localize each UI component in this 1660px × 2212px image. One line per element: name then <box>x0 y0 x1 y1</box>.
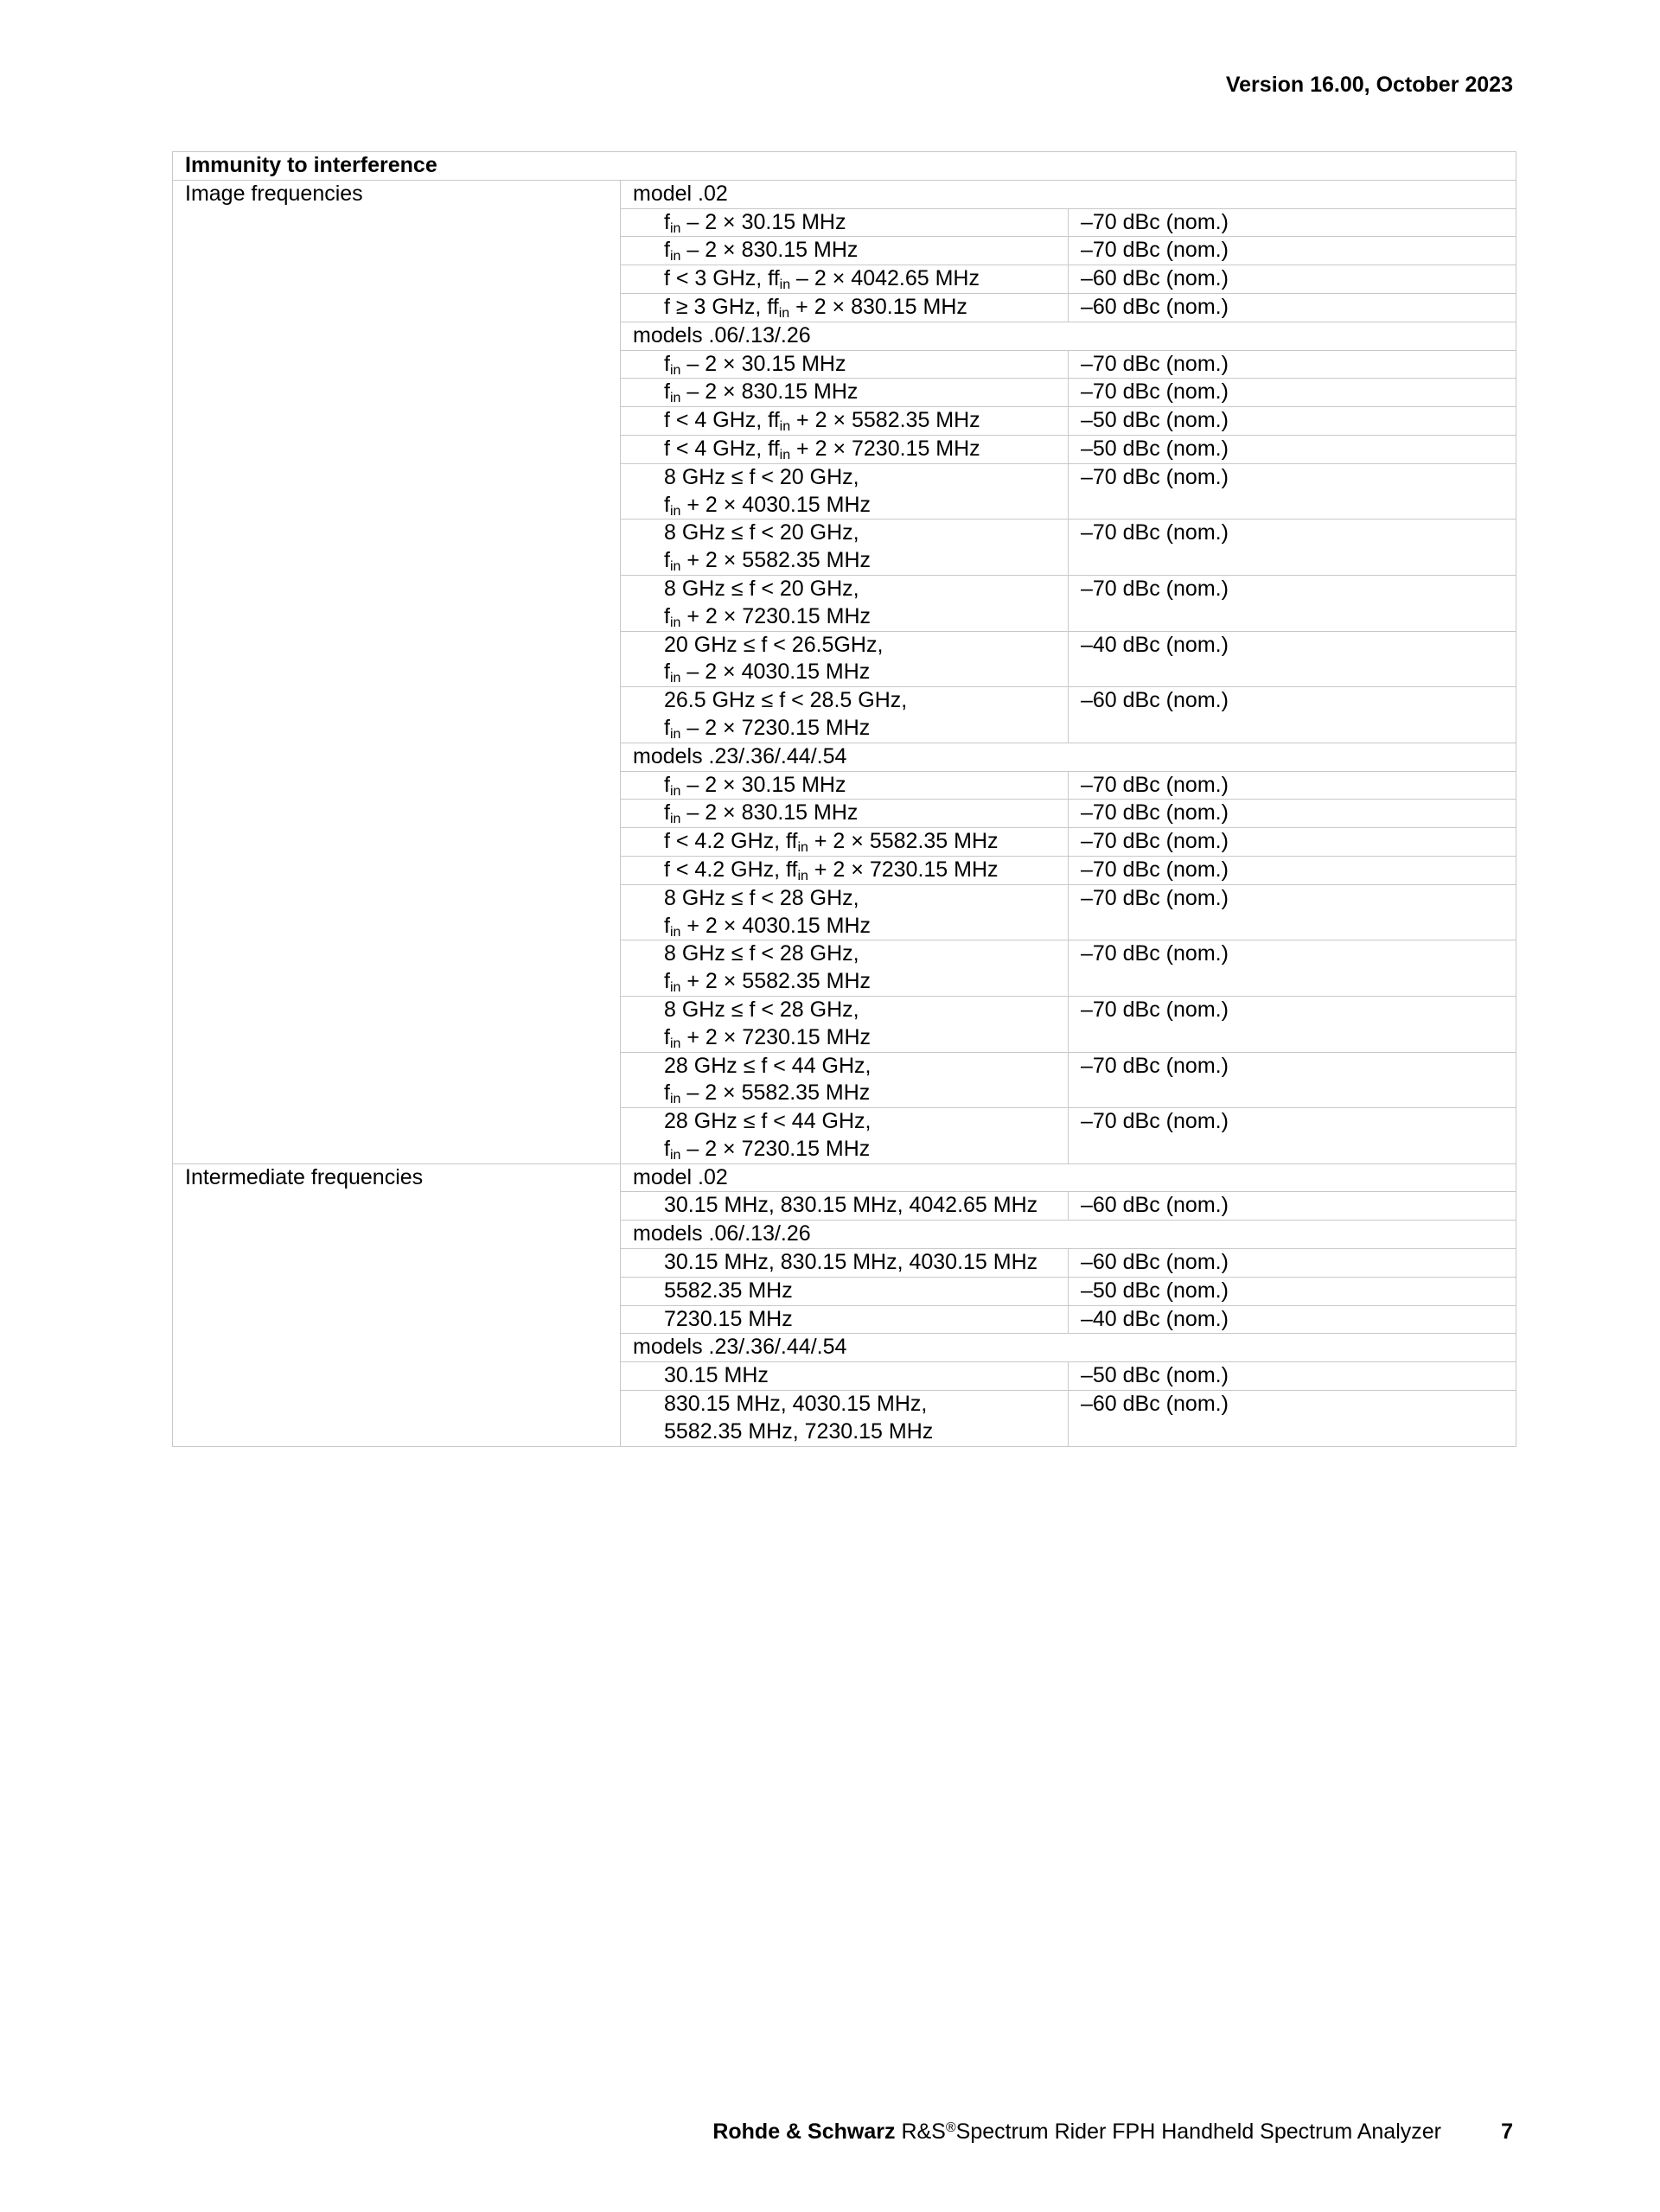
condition-cell <box>621 379 1069 407</box>
f-in-symbol: $f_{in}$ <box>664 800 681 827</box>
condition-line-1: 8 GHz ≤ f < 20 GHz, <box>664 520 859 545</box>
condition-cell <box>621 856 1069 884</box>
condition-text: f < 4.2 GHz, f <box>664 857 792 882</box>
f-in-symbol: $f_{in}$ <box>664 548 681 575</box>
condition-line-1: 20 GHz ≤ f < 26.5GHz, <box>664 632 884 657</box>
value-cell: –70 dBc (nom.) <box>1069 520 1516 576</box>
value-cell: –70 dBc (nom.) <box>1069 800 1516 828</box>
f-in-symbol: $f_{in}$ <box>664 913 681 940</box>
condition-cell <box>621 1277 1069 1305</box>
condition-text: 7230.15 MHz <box>664 1306 793 1331</box>
condition-cell <box>621 940 1069 997</box>
condition-cell <box>621 208 1069 237</box>
condition-text: + 2 × 5582.35 MHz <box>686 969 871 994</box>
intermediate-frequencies-label: Intermediate frequencies <box>173 1163 621 1446</box>
condition-cell <box>621 1192 1069 1221</box>
f-in-symbol: $f_{in}$ <box>791 829 808 856</box>
condition-cell <box>621 407 1069 436</box>
value-cell: –70 dBc (nom.) <box>1069 575 1516 631</box>
condition-line-1: 28 GHz ≤ f < 44 GHz, <box>664 1053 872 1078</box>
condition-text: 5582.35 MHz, 7230.15 MHz <box>664 1418 934 1444</box>
condition-cell <box>621 996 1069 1052</box>
value-cell: –50 dBc (nom.) <box>1069 1277 1516 1305</box>
condition-line-2 <box>664 968 1068 996</box>
condition-cell <box>621 350 1069 379</box>
condition-text: + 2 × 7230.15 MHz <box>686 603 871 628</box>
model-name: models .06/.13/.26 <box>621 322 1516 350</box>
value-cell: –60 dBc (nom.) <box>1069 1192 1516 1221</box>
value-cell: –50 dBc (nom.) <box>1069 407 1516 436</box>
condition-text: f < 3 GHz, f <box>664 266 774 291</box>
condition-cell <box>621 884 1069 940</box>
condition-cell <box>621 631 1069 687</box>
condition-cell <box>621 1391 1069 1447</box>
condition-line-2 <box>664 715 1068 743</box>
section-title: Immunity to interference <box>173 152 1516 181</box>
f-in-symbol: $f_{in}$ <box>664 772 681 799</box>
condition-cell <box>621 293 1069 322</box>
f-in-symbol: $f_{in}$ <box>773 408 791 435</box>
condition-cell <box>621 687 1069 743</box>
condition-cell <box>621 265 1069 294</box>
condition-line-1: 8 GHz ≤ f < 28 GHz, <box>664 885 859 910</box>
model-name: model .02 <box>621 1163 1516 1192</box>
f-in-symbol: $f_{in}$ <box>664 238 681 265</box>
value-cell: –70 dBc (nom.) <box>1069 996 1516 1052</box>
f-in-symbol: $f_{in}$ <box>773 436 791 462</box>
condition-line-2 <box>664 492 1068 520</box>
condition-text: f < 4.2 GHz, f <box>664 829 792 854</box>
rs-mark: R&S <box>901 2120 946 2144</box>
condition-text: – 2 × 30.15 MHz <box>686 772 846 797</box>
condition-text: – 2 × 830.15 MHz <box>686 238 859 263</box>
f-in-symbol: $f_{in}$ <box>772 294 790 321</box>
value-cell: –60 dBc (nom.) <box>1069 293 1516 322</box>
immunity-table <box>172 151 1516 1447</box>
model-row <box>173 1163 1516 1192</box>
condition-line-2 <box>664 1136 1068 1163</box>
condition-cell <box>621 237 1069 265</box>
value-cell: –70 dBc (nom.) <box>1069 1052 1516 1108</box>
f-in-symbol: $f_{in}$ <box>664 715 681 742</box>
value-cell: –70 dBc (nom.) <box>1069 463 1516 520</box>
condition-text: – 2 × 830.15 MHz <box>686 800 859 826</box>
model-name: models .23/.36/.44/.54 <box>621 1334 1516 1362</box>
condition-line-2 <box>664 913 1068 940</box>
condition-line-2 <box>664 603 1068 631</box>
condition-text: 30.15 MHz <box>664 1363 769 1388</box>
model-name: models .06/.13/.26 <box>621 1221 1516 1249</box>
condition-text: – 2 × 7230.15 MHz <box>686 1136 871 1161</box>
condition-text: – 2 × 830.15 MHz <box>686 379 859 405</box>
registered-mark: ® <box>945 2120 956 2135</box>
company-name: Rohde & Schwarz <box>712 2120 896 2144</box>
value-cell: –60 dBc (nom.) <box>1069 1391 1516 1447</box>
condition-cell <box>621 1052 1069 1108</box>
condition-text: + 2 × 4030.15 MHz <box>686 492 871 517</box>
value-cell: –40 dBc (nom.) <box>1069 631 1516 687</box>
value-cell: –40 dBc (nom.) <box>1069 1305 1516 1334</box>
f-in-symbol: $f_{in}$ <box>664 351 681 378</box>
value-cell: –70 dBc (nom.) <box>1069 350 1516 379</box>
condition-text: – 2 × 30.15 MHz <box>686 209 846 234</box>
condition-text: + 2 × 7230.15 MHz <box>796 436 980 461</box>
condition-line-2 <box>664 1418 1068 1446</box>
page-number: 7 <box>1501 2120 1513 2144</box>
f-in-symbol: $f_{in}$ <box>664 1024 681 1051</box>
condition-text: + 2 × 7230.15 MHz <box>686 1024 871 1049</box>
condition-text: + 2 × 4030.15 MHz <box>686 913 871 938</box>
f-in-symbol: $f_{in}$ <box>664 1136 681 1163</box>
condition-text: + 2 × 830.15 MHz <box>795 294 967 319</box>
condition-text: + 2 × 5582.35 MHz <box>796 408 980 433</box>
condition-line-1: 830.15 MHz, 4030.15 MHz, <box>664 1392 928 1417</box>
condition-cell <box>621 1362 1069 1391</box>
condition-line-1: 8 GHz ≤ f < 28 GHz, <box>664 941 859 966</box>
value-cell: –70 dBc (nom.) <box>1069 237 1516 265</box>
condition-cell <box>621 771 1069 800</box>
product-name: Spectrum Rider FPH Handheld Spectrum Analyzer <box>955 2120 1441 2144</box>
condition-text: 5582.35 MHz <box>664 1278 793 1303</box>
condition-text: f ≥ 3 GHz, f <box>664 294 773 319</box>
condition-cell <box>621 463 1069 520</box>
condition-text: 30.15 MHz, 830.15 MHz, 4030.15 MHz <box>664 1250 1038 1275</box>
value-cell: –50 dBc (nom.) <box>1069 435 1516 463</box>
condition-line-1: 26.5 GHz ≤ f < 28.5 GHz, <box>664 688 908 713</box>
value-cell: –70 dBc (nom.) <box>1069 379 1516 407</box>
value-cell: –60 dBc (nom.) <box>1069 265 1516 294</box>
condition-text: 30.15 MHz, 830.15 MHz, 4042.65 MHz <box>664 1193 1038 1218</box>
model-name: models .23/.36/.44/.54 <box>621 743 1516 771</box>
model-name: model .02 <box>621 180 1516 208</box>
condition-text: + 2 × 7230.15 MHz <box>814 857 999 882</box>
condition-line-2 <box>664 659 1068 686</box>
condition-line-1: 8 GHz ≤ f < 20 GHz, <box>664 576 859 601</box>
image-frequencies-label: Image frequencies <box>173 180 621 1163</box>
model-row <box>173 180 1516 208</box>
f-in-symbol: $f_{in}$ <box>664 492 681 519</box>
condition-text: f < 4 GHz, f <box>664 436 774 461</box>
f-in-symbol: $f_{in}$ <box>773 266 791 293</box>
condition-text: + 2 × 5582.35 MHz <box>814 829 999 854</box>
f-in-symbol: $f_{in}$ <box>664 660 681 686</box>
value-cell: –70 dBc (nom.) <box>1069 884 1516 940</box>
f-in-symbol: $f_{in}$ <box>664 969 681 996</box>
condition-text: – 2 × 30.15 MHz <box>686 351 846 376</box>
condition-text: – 2 × 5582.35 MHz <box>686 1081 871 1106</box>
condition-line-2 <box>664 547 1068 575</box>
condition-cell <box>621 1108 1069 1164</box>
f-in-symbol: $f_{in}$ <box>664 1081 681 1107</box>
value-cell: –70 dBc (nom.) <box>1069 856 1516 884</box>
version-header: Version 16.00, October 2023 <box>1225 73 1513 97</box>
f-in-symbol: $f_{in}$ <box>664 603 681 630</box>
value-cell: –70 dBc (nom.) <box>1069 1108 1516 1164</box>
condition-cell <box>621 828 1069 857</box>
condition-text: – 2 × 4030.15 MHz <box>686 660 871 685</box>
condition-line-2 <box>664 1024 1068 1052</box>
condition-line-1: 28 GHz ≤ f < 44 GHz, <box>664 1109 872 1134</box>
condition-cell <box>621 520 1069 576</box>
condition-text: – 2 × 4042.65 MHz <box>796 266 980 291</box>
condition-line-1: 8 GHz ≤ f < 20 GHz, <box>664 464 859 489</box>
condition-line-1: 8 GHz ≤ f < 28 GHz, <box>664 997 859 1022</box>
condition-text: + 2 × 5582.35 MHz <box>686 548 871 573</box>
value-cell: –70 dBc (nom.) <box>1069 771 1516 800</box>
condition-text: – 2 × 7230.15 MHz <box>686 715 871 740</box>
value-cell: –70 dBc (nom.) <box>1069 940 1516 997</box>
condition-cell <box>621 1305 1069 1334</box>
condition-cell <box>621 800 1069 828</box>
f-in-symbol: $f_{in}$ <box>664 209 681 236</box>
value-cell: –60 dBc (nom.) <box>1069 687 1516 743</box>
footer-brand <box>712 2120 1441 2145</box>
condition-cell <box>621 435 1069 463</box>
condition-cell <box>621 1249 1069 1278</box>
value-cell: –60 dBc (nom.) <box>1069 1249 1516 1278</box>
value-cell: –70 dBc (nom.) <box>1069 208 1516 237</box>
condition-text: f < 4 GHz, f <box>664 408 774 433</box>
f-in-symbol: $f_{in}$ <box>664 379 681 406</box>
section-header-row <box>173 152 1516 181</box>
value-cell: –50 dBc (nom.) <box>1069 1362 1516 1391</box>
condition-line-2 <box>664 1080 1068 1107</box>
f-in-symbol: $f_{in}$ <box>791 857 808 883</box>
condition-cell <box>621 575 1069 631</box>
value-cell: –70 dBc (nom.) <box>1069 828 1516 857</box>
